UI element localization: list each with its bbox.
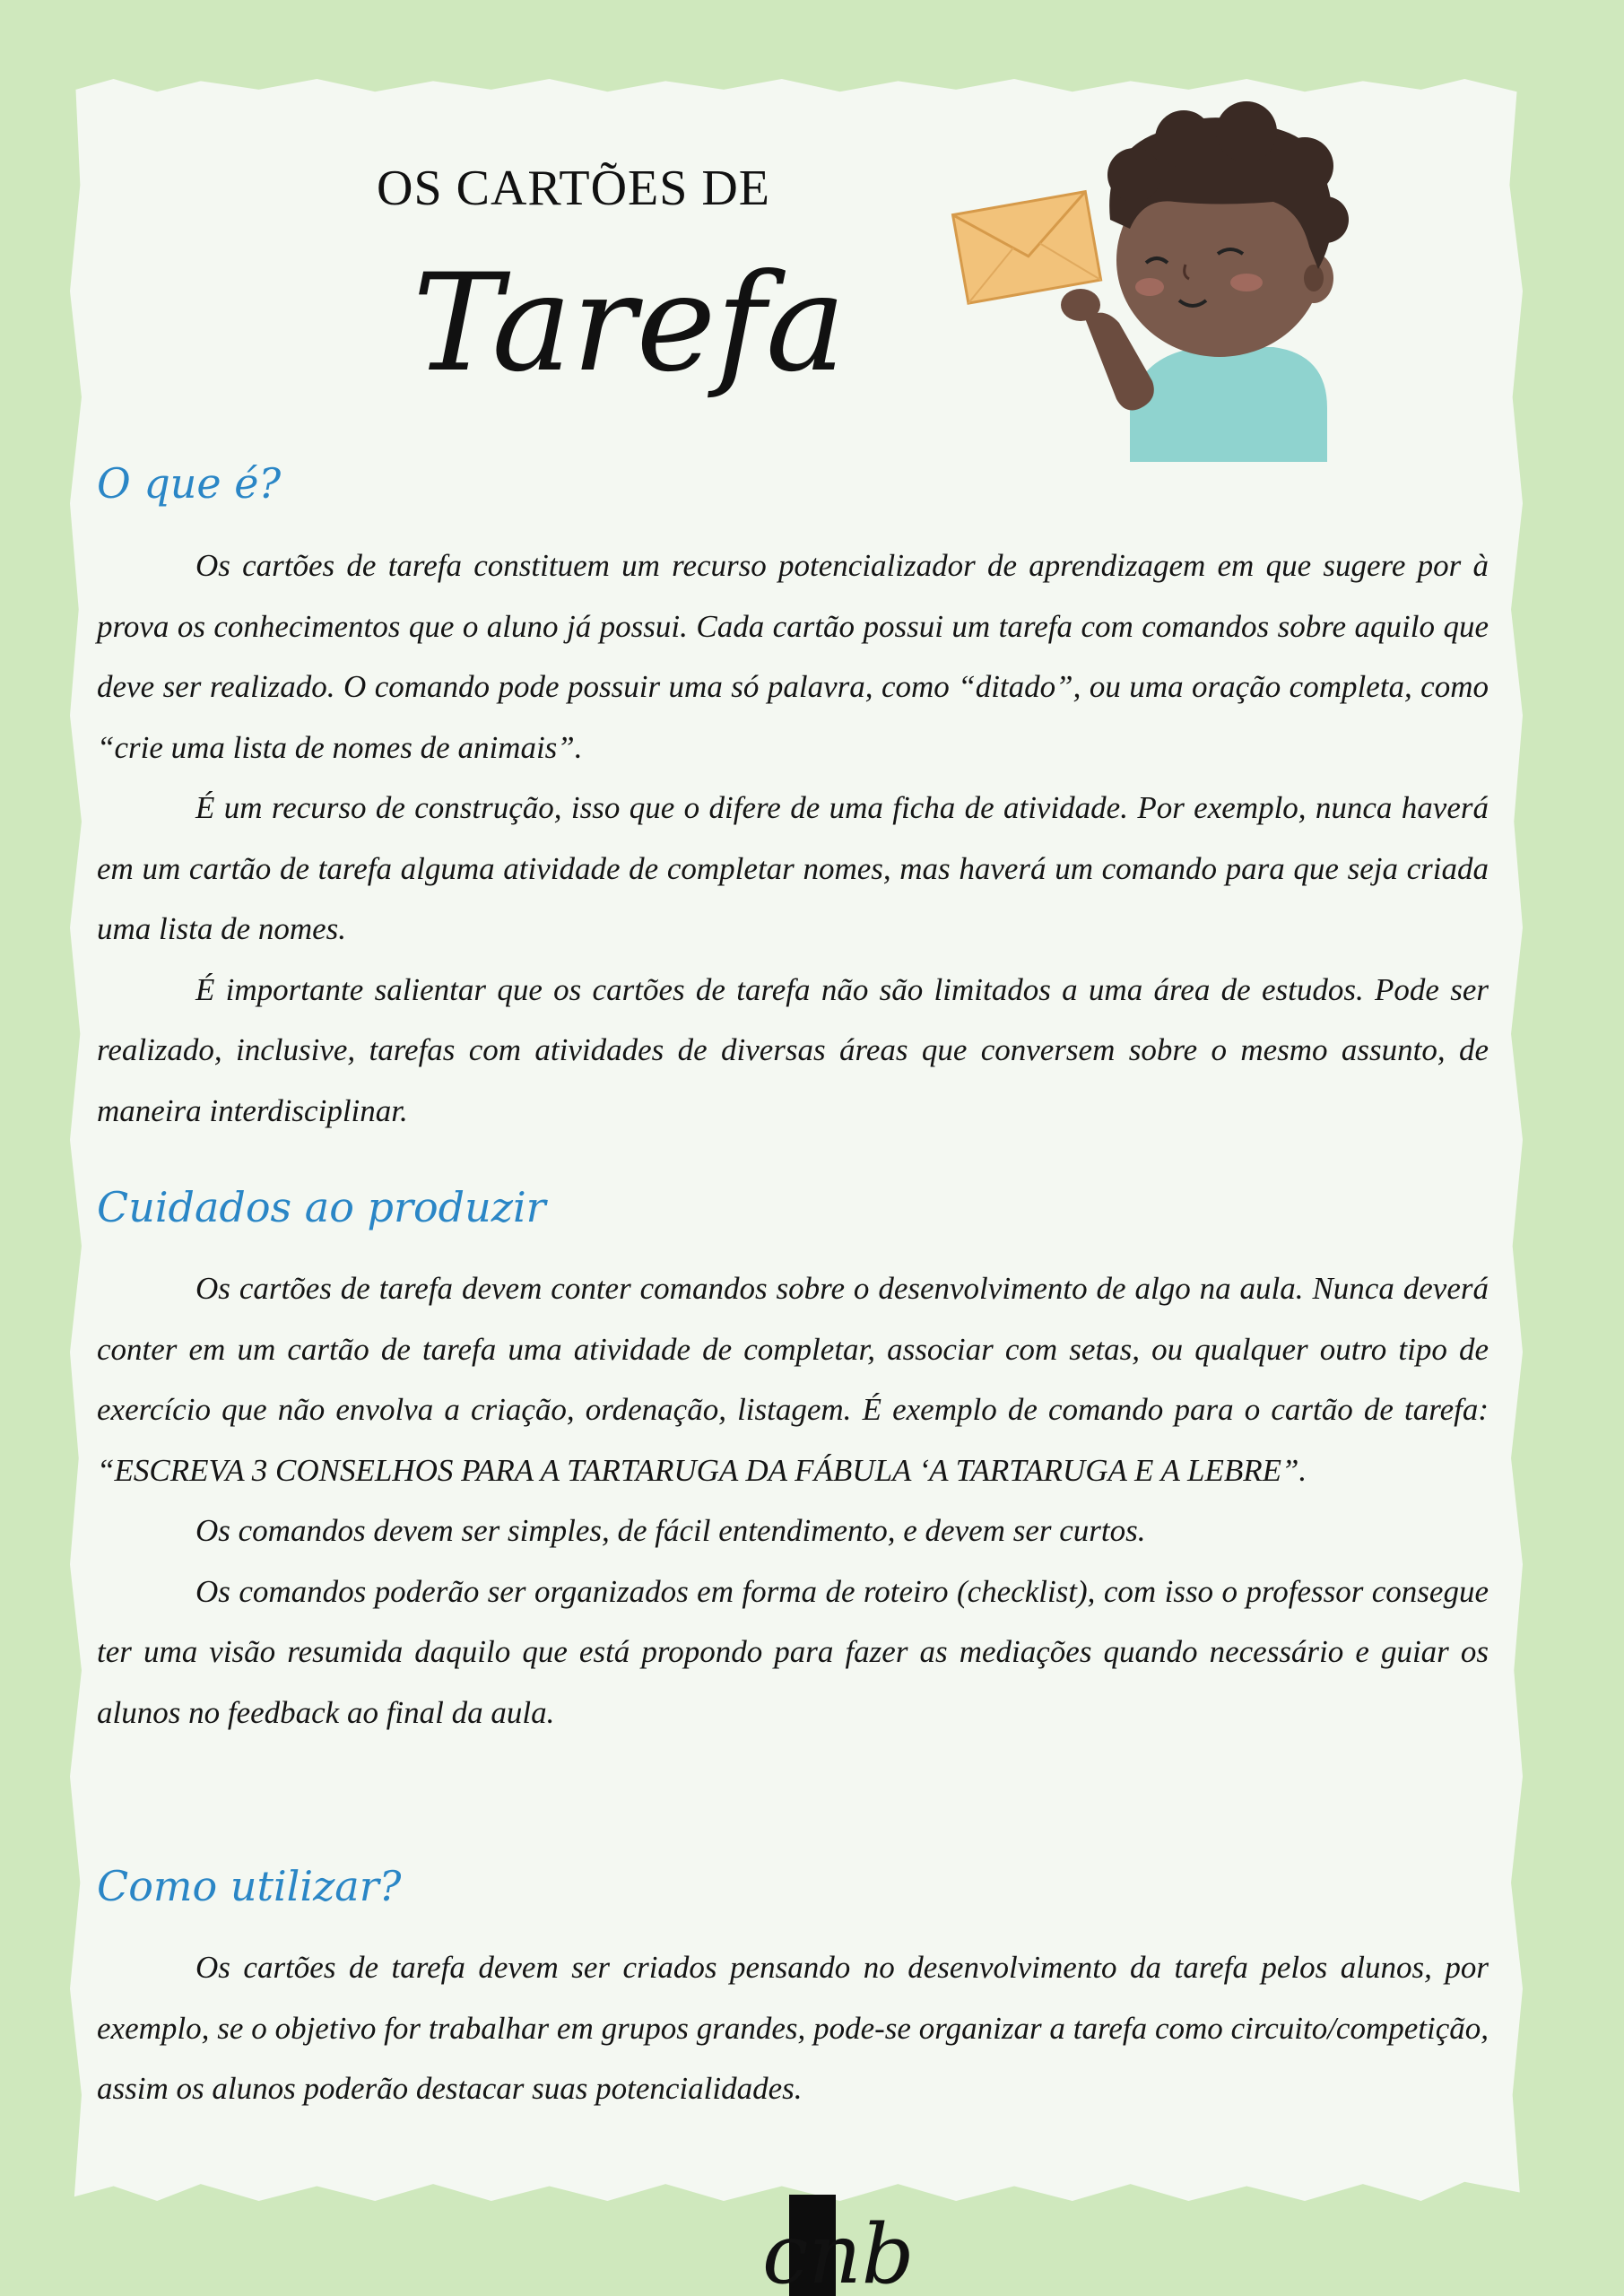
paragraph: Os cartões de tarefa devem ser criados pensando no desenvolvimento da tarefa pelos alunos, por exemplo, se o objetivo for trabalhar em grupos grandes, pode-se organizar a tarefa como circuito/competição, assim os alunos poderão destacar suas potencialidades. <box>97 1950 1489 2106</box>
title-script <box>404 235 847 441</box>
paragraph: Os cartões de tarefa constituem um recurso potencializador de aprendizagem em que sugere por à prova os conhecimentos que o aluno já possui. Cada cartão possui um tarefa com comandos sobre aquilo que deve ser realizado. O comando pode possuir uma só palavra, como “ditado”, ou uma oração completa, como “crie uma lista de nomes de animais”. <box>97 548 1489 765</box>
svg-text:cnb: cnb <box>762 2206 915 2296</box>
svg-text:Tarefa: Tarefa <box>413 246 847 402</box>
title-top: OS CARTÕES DE <box>377 161 771 216</box>
boy-with-envelope-illustration <box>951 112 1363 462</box>
paragraph: Os comandos devem ser simples, de fácil entendimento, e devem ser curtos. <box>195 1513 1146 1548</box>
section-heading-cuidados: Cuidados ao produzir <box>97 1183 546 1231</box>
paragraph: É importante salientar que os cartões de tarefa não são limitados a uma área de estudos. Pode ser realizado, inclusive, tarefas com atividades de diversas áreas que conversem sobre o mesmo assunto, de maneira interdisciplinar. <box>97 971 1489 1128</box>
cnb-logo <box>753 2188 915 2296</box>
paragraph: É um recurso de construção, isso que o difere de uma ficha de atividade. Por exemplo, nunca haverá em um cartão de tarefa alguma atividade de completar nomes, mas haverá um comando para que seja criada uma lista de nomes. <box>97 790 1489 946</box>
section-body-cuidados <box>97 1258 1489 1743</box>
paragraph: Os cartões de tarefa devem conter comandos sobre o desenvolvimento de algo na aula. Nunca deverá conter em um cartão de tarefa uma atividade de completar, associar com setas, ou qualquer outro tipo de exercício que não envolva a criação, ordenação, listagem. É exemplo de comando para o cartão de tarefa: “ESCREVA 3 CONSELHOS PARA A TARTARUGA DA FÁBULA ‘A TARTARUGA E A LEBRE”. <box>97 1271 1489 1488</box>
section-body-como-utilizar <box>97 1937 1489 2119</box>
paragraph: Os comandos poderão ser organizados em forma de roteiro (checklist), com isso o professor consegue ter uma visão resumida daquilo que está propondo para fazer as mediações quando necessário e guiar os alunos no feedback ao final da aula. <box>97 1573 1489 1730</box>
section-heading-como-utilizar: Como utilizar? <box>97 1862 402 1910</box>
section-heading-o-que-e: O que é? <box>97 459 282 508</box>
section-body-o-que-e <box>97 535 1489 1141</box>
